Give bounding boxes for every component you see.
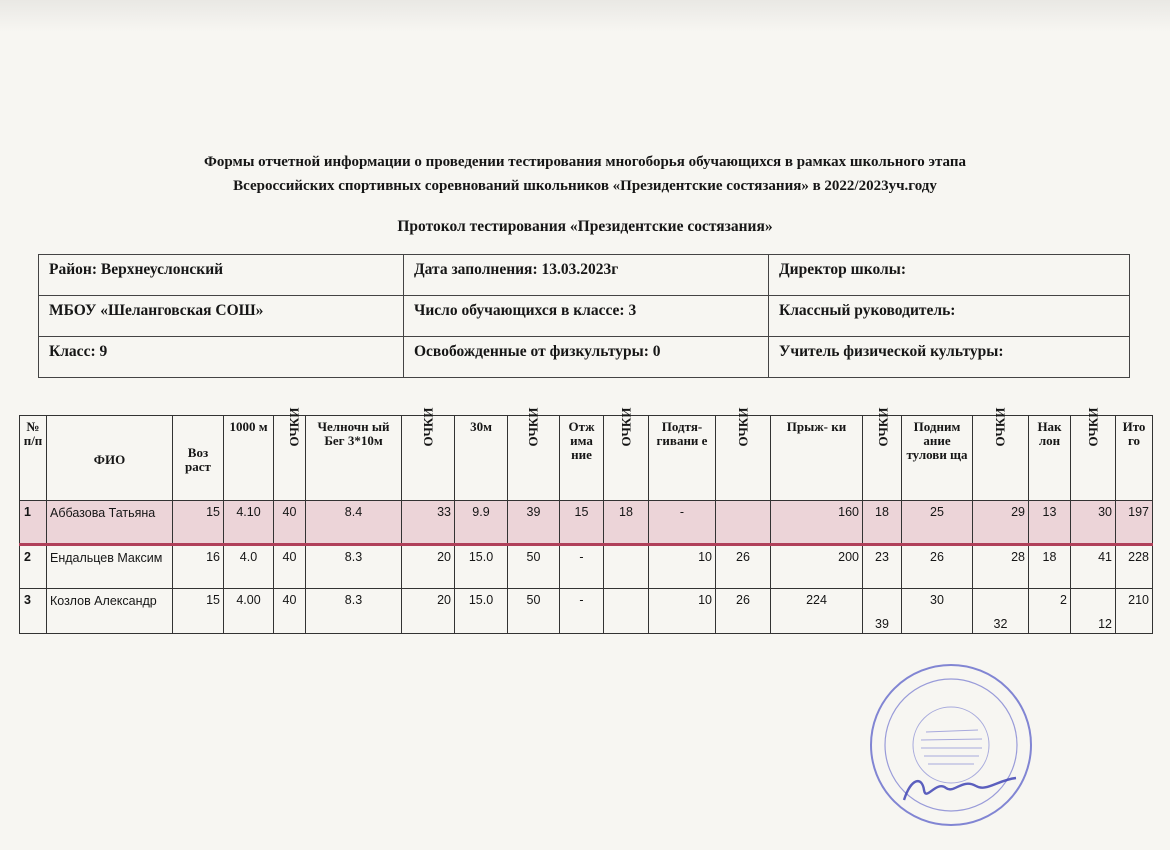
cell-jumps: 160: [771, 501, 863, 545]
col-situps: Подним ание тулови ща: [902, 416, 973, 501]
table-row: [20, 545, 1153, 589]
cell-pullups: -: [649, 501, 716, 545]
cell-bend: 18: [1029, 545, 1071, 589]
cell-age: 15: [173, 589, 224, 634]
cell-number: 2: [20, 545, 47, 589]
cell-shuttle: 8.3: [306, 589, 402, 634]
col-points-label: ОЧКИ: [875, 407, 891, 447]
table-row: [20, 501, 1153, 545]
cell-points: 33: [402, 501, 455, 545]
cell-situps: 26: [902, 545, 973, 589]
cell-bend: 2: [1029, 589, 1071, 634]
cell-bend: 13: [1029, 501, 1071, 545]
cell-name: Аббазова Татьяна: [47, 501, 173, 545]
cell-pushups: -: [560, 589, 604, 634]
cell-points: 40: [274, 545, 306, 589]
cell-name: Ендальцев Максим: [47, 545, 173, 589]
col-30m: 30м: [455, 416, 508, 501]
cell-number: 1: [20, 501, 47, 545]
class-cell: Класс: 9: [39, 337, 404, 378]
pe-teacher-cell: Учитель физической культуры:: [769, 337, 1130, 378]
table-row: [20, 589, 1153, 634]
cell-points: 20: [402, 589, 455, 634]
col-points-label: ОЧКИ: [618, 407, 633, 447]
cell-age: 16: [173, 545, 224, 589]
cell-points: 18: [604, 501, 649, 545]
cell-points: 30: [1071, 501, 1116, 545]
cell-total: 197: [1116, 501, 1153, 545]
cell-30m: 15.0: [455, 545, 508, 589]
cell-age: 15: [173, 501, 224, 545]
col-points-label: ОЧКИ: [420, 407, 435, 447]
cell-points: 12: [1071, 589, 1116, 634]
col-points-label: ОЧКИ: [992, 407, 1008, 447]
cell-points: 32: [973, 589, 1029, 634]
cell-points: 41: [1071, 545, 1116, 589]
cell-points: 28: [973, 545, 1029, 589]
school-stamp-icon: [866, 660, 1036, 830]
cell-1000m: 4.00: [224, 589, 274, 634]
col-bend: Нак лон: [1029, 416, 1071, 501]
header-row: [20, 416, 1153, 501]
col-points-shuttle: [402, 407, 455, 501]
cell-total: 210: [1116, 589, 1153, 634]
cell-points: 40: [274, 589, 306, 634]
cell-points: 50: [508, 545, 560, 589]
cell-1000m: 4.10: [224, 501, 274, 545]
cell-points: 18: [863, 501, 902, 545]
cell-points: 39: [863, 589, 902, 634]
cell-pushups: -: [560, 545, 604, 589]
cell-points: 50: [508, 589, 560, 634]
info-table: [38, 254, 1130, 378]
cell-pullups: 10: [649, 545, 716, 589]
col-total: Ито го: [1116, 416, 1153, 501]
cell-points: [604, 589, 649, 634]
col-age: Воз раст: [173, 416, 224, 501]
cell-points: 26: [716, 545, 771, 589]
cell-points: 40: [274, 501, 306, 545]
cell-points: 39: [508, 501, 560, 545]
col-1000m: 1000 м: [224, 416, 274, 501]
col-number: № п/п: [20, 416, 47, 501]
col-jumps: Прыж- ки: [771, 416, 863, 501]
exempt-cell: Освобожденные от физкультуры: 0: [404, 337, 769, 378]
cell-points: [604, 545, 649, 589]
cell-situps: 30: [902, 589, 973, 634]
title-line-2: Всероссийских спортивных соревнований школьников «Президентские состязания» в 2022/2023уч.году: [233, 178, 937, 194]
cell-situps: 25: [902, 501, 973, 545]
cell-pullups: 10: [649, 589, 716, 634]
cell-name: Козлов Александр: [47, 589, 173, 634]
col-points-1000m: [274, 407, 306, 501]
cell-1000m: 4.0: [224, 545, 274, 589]
col-points-30m: [508, 407, 560, 501]
col-points-pullups: [716, 407, 771, 501]
protocol-subtitle: Протокол тестирования «Президентские состязания»: [397, 218, 773, 235]
col-pullups: Подтя- гивани е: [649, 416, 716, 501]
cell-pushups: 15: [560, 501, 604, 545]
col-points-label: ОЧКИ: [1085, 407, 1100, 447]
fill-date-cell: Дата заполнения: 13.03.2023г: [404, 255, 769, 296]
cell-points: 29: [973, 501, 1029, 545]
cell-jumps: 200: [771, 545, 863, 589]
col-points-label: ОЧКИ: [525, 407, 541, 447]
results-table: [19, 407, 1153, 634]
cell-total: 228: [1116, 545, 1153, 589]
cell-jumps: 224: [771, 589, 863, 634]
cell-shuttle: 8.3: [306, 545, 402, 589]
school-cell: МБОУ «Шеланговская СОШ»: [39, 296, 404, 337]
col-points-situps: [973, 407, 1029, 501]
cell-30m: 15.0: [455, 589, 508, 634]
col-points-pushups: [604, 407, 649, 501]
col-points-label: ОЧКИ: [735, 407, 750, 447]
col-points-bend: [1071, 407, 1116, 501]
col-name: ФИО: [47, 416, 173, 501]
cell-30m: 9.9: [455, 501, 508, 545]
cell-points: [716, 501, 771, 545]
scan-edge: [0, 0, 1170, 32]
col-points-label: ОЧКИ: [286, 407, 302, 447]
col-points-jumps: [863, 407, 902, 501]
cell-points: 23: [863, 545, 902, 589]
document-title: [0, 150, 1170, 198]
cell-points: 20: [402, 545, 455, 589]
district-cell: Район: Верхнеуслонский: [39, 255, 404, 296]
cell-number: 3: [20, 589, 47, 634]
title-line-1: Формы отчетной информации о проведении тестирования многоборья обучающихся в рамках школьного этапа: [203, 154, 966, 170]
col-pushups: Отж има ние: [560, 416, 604, 501]
cell-points: 26: [716, 589, 771, 634]
director-cell: Директор школы:: [769, 255, 1130, 296]
students-count-cell: Число обучающихся в классе: 3: [404, 296, 769, 337]
col-shuttle-run: Челночн ый Бег 3*10м: [306, 416, 402, 501]
class-teacher-cell: Классный руководитель:: [769, 296, 1130, 337]
cell-shuttle: 8.4: [306, 501, 402, 545]
